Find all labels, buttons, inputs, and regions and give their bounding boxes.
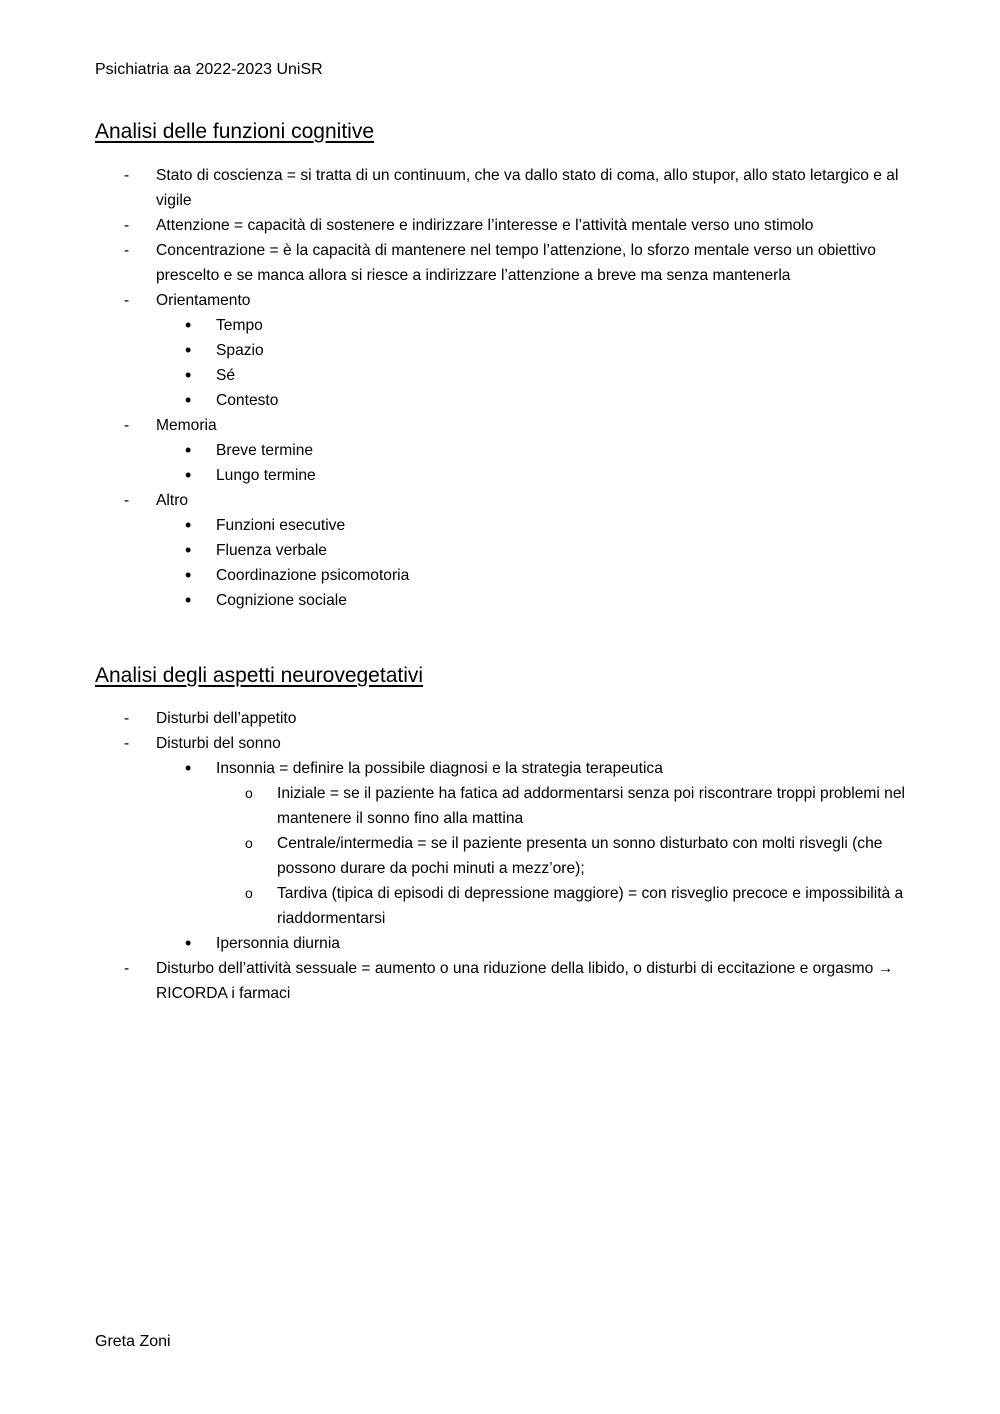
item-text: Cognizione sociale bbox=[216, 592, 347, 609]
sub-list-item bbox=[95, 756, 925, 781]
item-text: Coordinazione psicomotoria bbox=[216, 567, 410, 584]
list-item bbox=[95, 706, 925, 731]
dash-marker: - bbox=[124, 292, 130, 309]
neurovegetative-list bbox=[95, 706, 925, 1006]
item-text: Insonnia = definire la possibile diagnosi e la strategia terapeutica bbox=[216, 760, 663, 777]
item-text: Concentrazione = è la capacità di mantenere nel tempo l’attenzione, lo sforzo mentale verso un obiettivo prescelto e se manca allora si riesce a indirizzare l’attenzione a breve ma senza mantenerla bbox=[156, 242, 876, 284]
item-text: Memoria bbox=[156, 417, 217, 434]
sub-list-item bbox=[95, 438, 925, 463]
item-text: Tardiva (tipica di episodi di depressione maggiore) = con risveglio precoce e impossibilità a riaddormentarsi bbox=[277, 885, 904, 927]
sub-list-item bbox=[95, 463, 925, 488]
dash-marker: - bbox=[124, 710, 130, 727]
item-text: Spazio bbox=[216, 342, 264, 359]
sub-list-item bbox=[95, 388, 925, 413]
bullet-marker: • bbox=[185, 590, 192, 610]
item-text: Fluenza verbale bbox=[216, 542, 327, 559]
sub-list-item bbox=[95, 313, 925, 338]
bullet-marker: • bbox=[185, 933, 192, 953]
dash-marker: - bbox=[124, 167, 130, 184]
list-item bbox=[95, 238, 925, 288]
bullet-marker: • bbox=[185, 540, 192, 560]
circle-marker: o bbox=[245, 835, 253, 851]
list-item bbox=[95, 731, 925, 756]
bullet-marker: • bbox=[185, 340, 192, 360]
sub-list-item bbox=[95, 513, 925, 538]
circle-marker: o bbox=[245, 785, 253, 801]
bullet-marker: • bbox=[185, 390, 192, 410]
item-text: Centrale/intermedia = se il paziente presenta un sonno disturbato con molti risvegli (che possono durare da pochi minuti a mezz’ore); bbox=[277, 835, 883, 877]
section-title-cognitive-functions: Analisi delle funzioni cognitive bbox=[95, 120, 374, 143]
list-item bbox=[95, 413, 925, 438]
item-text: Orientamento bbox=[156, 292, 251, 309]
item-text: Attenzione = capacità di sostenere e indirizzare l’interesse e l’attività mentale verso uno stimolo bbox=[156, 217, 814, 234]
item-text: Altro bbox=[156, 492, 189, 509]
dash-marker: - bbox=[124, 417, 130, 434]
item-text: Tempo bbox=[216, 317, 263, 334]
item-text: Lungo termine bbox=[216, 467, 316, 484]
sub-sub-list-item bbox=[95, 831, 925, 881]
dash-marker: - bbox=[124, 217, 130, 234]
dash-marker: - bbox=[124, 242, 130, 259]
sub-list-item bbox=[95, 363, 925, 388]
list-item bbox=[95, 288, 925, 313]
item-text: Disturbi del sonno bbox=[156, 735, 281, 752]
sub-sub-list-item bbox=[95, 781, 925, 831]
bullet-marker: • bbox=[185, 515, 192, 535]
sub-list-item bbox=[95, 338, 925, 363]
sub-sub-list-item bbox=[95, 881, 925, 931]
bullet-marker: • bbox=[185, 440, 192, 460]
page-header: Psichiatria aa 2022-2023 UniSR bbox=[95, 61, 323, 78]
list-item bbox=[95, 163, 925, 213]
sub-list-item bbox=[95, 931, 925, 956]
item-text: Contesto bbox=[216, 392, 279, 409]
item-text: Ipersonnia diurnia bbox=[216, 935, 340, 952]
item-text-note: RICORDA i farmaci bbox=[156, 985, 291, 1002]
item-text: Funzioni esecutive bbox=[216, 517, 346, 534]
dash-marker: - bbox=[124, 735, 130, 752]
bullet-marker: • bbox=[185, 315, 192, 335]
dash-marker: - bbox=[124, 492, 130, 509]
bullet-marker: • bbox=[185, 365, 192, 385]
item-text: Sé bbox=[216, 367, 236, 384]
arrow-right-icon: → bbox=[877, 960, 894, 977]
list-item bbox=[95, 213, 925, 238]
circle-marker: o bbox=[245, 885, 253, 901]
sub-list-item bbox=[95, 538, 925, 563]
item-text: Breve termine bbox=[216, 442, 314, 459]
page-footer: Greta Zoni bbox=[95, 1333, 171, 1350]
sub-list-item bbox=[95, 588, 925, 613]
item-text: Stato di coscienza = si tratta di un continuum, che va dallo stato di coma, allo stupor, allo stato letargico e al vigile bbox=[156, 167, 899, 209]
bullet-marker: • bbox=[185, 565, 192, 585]
dash-marker: - bbox=[124, 960, 130, 977]
cognitive-functions-list bbox=[95, 163, 925, 613]
section-title-neurovegetative: Analisi degli aspetti neurovegetativi bbox=[95, 664, 424, 687]
list-item bbox=[95, 956, 925, 1006]
bullet-marker: • bbox=[185, 758, 192, 778]
bullet-marker: • bbox=[185, 465, 192, 485]
sub-list-item bbox=[95, 563, 925, 588]
item-text: Disturbi dell’appetito bbox=[156, 710, 297, 727]
list-item bbox=[95, 488, 925, 513]
item-text: Iniziale = se il paziente ha fatica ad addormentarsi senza poi riscontrare troppi problemi nel mantenere il sonno fino alla mattina bbox=[277, 785, 905, 827]
item-text: Disturbo dell’attività sessuale = aumento o una riduzione della libido, o disturbi di eccitazione e orgasmo bbox=[156, 960, 874, 977]
